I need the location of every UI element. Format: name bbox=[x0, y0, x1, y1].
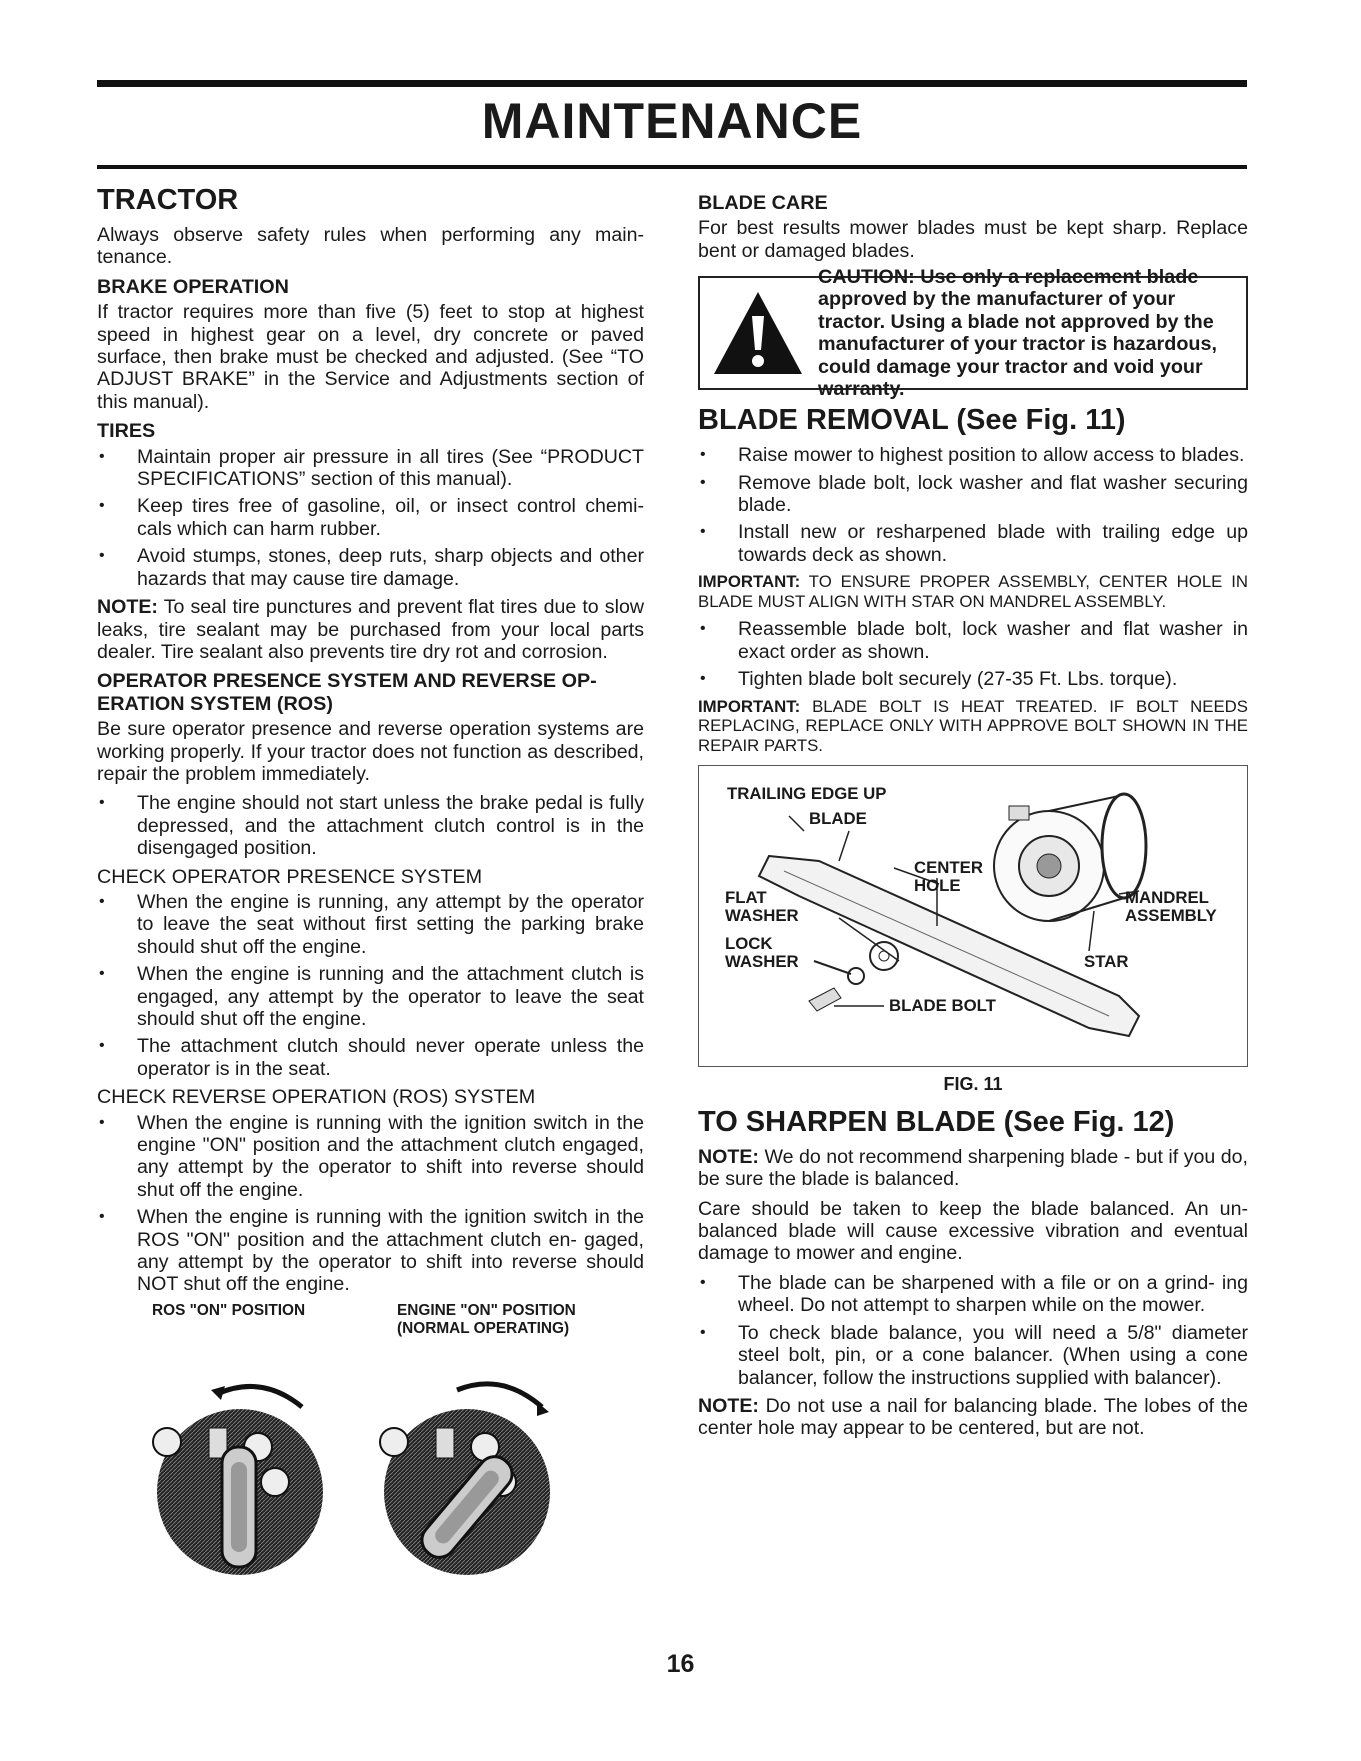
check-ros-heading: CHECK REVERSE OPERATION (ROS) SYSTEM bbox=[97, 1086, 536, 1109]
ignition-dials bbox=[97, 1352, 644, 1582]
mandrel-label-1: MANDREL bbox=[1125, 888, 1209, 908]
dial-labels bbox=[97, 1302, 644, 1352]
removal-list-2 bbox=[698, 618, 1248, 690]
important-note-2 bbox=[698, 697, 1248, 756]
blade-bolt-label: BLADE BOLT bbox=[889, 996, 996, 1016]
star-label: STAR bbox=[1084, 952, 1129, 972]
list-item: • To check blade balance, you will need a 5/8" diameter steel bolt, pin, or a cone balancer. (When using a cone balancer, follow the instructions supplied with balancer). bbox=[698, 1322, 1248, 1389]
page-number: 16 bbox=[666, 1650, 695, 1678]
note-label: NOTE: bbox=[698, 1145, 759, 1168]
list-item: • Reassemble blade bolt, lock washer and flat washer in exact order as shown. bbox=[698, 618, 1248, 663]
blade-care-heading: BLADE CARE bbox=[698, 192, 828, 214]
important-label: IMPORTANT: bbox=[698, 696, 801, 716]
important-text-1: TO ENSURE PROPER ASSEMBLY, CENTER HOLE IN BLADE MUST ALIGN WITH STAR ON MANDREL ASSEMBLY. bbox=[698, 572, 1248, 611]
list-item: • Install new or resharpened blade with trailing edge up towards deck as shown. bbox=[698, 521, 1248, 566]
engine-on-label: ENGINE "ON" POSITION bbox=[397, 1301, 576, 1319]
sharpen-note-text: We do not recommend sharpening blade - but if you do, be sure the blade is balanced. bbox=[698, 1145, 1248, 1191]
normal-operating-label: (NORMAL OPERATING) bbox=[397, 1319, 570, 1337]
figure-caption: FIG. 11 bbox=[943, 1074, 1003, 1095]
list-item: • Tighten blade bolt securely (27-35 Ft. Lbs. torque). bbox=[698, 668, 1248, 690]
warning-triangle-icon bbox=[712, 290, 804, 376]
check-ops-list bbox=[97, 891, 644, 1080]
header-rule-top bbox=[97, 80, 1247, 87]
list-item: • The blade can be sharpened with a file or on a grind- ing wheel. Do not attempt to sharpen while on the mower. bbox=[698, 1272, 1248, 1317]
mandrel-label-2: ASSEMBLY bbox=[1125, 906, 1217, 926]
important-text-2: BLADE BOLT IS HEAT TREATED. IF BOLT NEEDS REPLACING, REPLACE ONLY WITH APPROVE BOLT SHOWN IN THE REPAIR PARTS. bbox=[698, 696, 1248, 755]
tires-note bbox=[97, 596, 644, 663]
blade-care-text: For best results mower blades must be kept sharp. Replace bent or damaged blades. bbox=[698, 217, 1248, 262]
page-title: MAINTENANCE bbox=[481, 93, 863, 149]
removal-list bbox=[698, 444, 1248, 566]
important-label: IMPORTANT: bbox=[698, 572, 801, 592]
list-item: • The attachment clutch should never operate unless the operator is in the seat. bbox=[97, 1035, 644, 1080]
list-item: • When the engine is running and the attachment clutch is engaged, any attempt by the operator to leave the seat should shut off the engine. bbox=[97, 963, 644, 1030]
sharpen-note bbox=[698, 1146, 1248, 1191]
right-column bbox=[698, 180, 1248, 1447]
final-note bbox=[698, 1395, 1248, 1440]
note-label: NOTE: bbox=[97, 596, 158, 619]
flat-washer-label-2: WASHER bbox=[725, 906, 799, 926]
note-label: NOTE: bbox=[698, 1394, 759, 1417]
sharpen-list bbox=[698, 1272, 1248, 1389]
brake-heading: BRAKE OPERATION bbox=[97, 275, 289, 298]
list-item: • When the engine is running with the ignition switch in the engine "ON" position and the attachment clutch engaged, any attempt by the operator to shift into reverse should shut off the engine. bbox=[97, 1112, 644, 1202]
sharpen-text: Care should be taken to keep the blade balanced. An un- balanced blade will cause excessive vibration and eventual damage to mower and engine. bbox=[698, 1197, 1248, 1265]
lock-washer-label-1: LOCK bbox=[725, 934, 773, 954]
check-ops-heading: CHECK OPERATOR PRESENCE SYSTEM bbox=[97, 865, 483, 888]
list-item: • Keep tires free of gasoline, oil, or insect control chemi- cals which can harm rubber. bbox=[97, 495, 644, 540]
caution-box bbox=[698, 266, 1248, 401]
tires-note-text: To seal tire punctures and prevent flat tires due to slow leaks, tire sealant may be purchased from your local parts dealer. Tire sealant also prevents tire dry rot and corrosion. bbox=[97, 596, 644, 663]
caution-text: CAUTION: Use only a replacement blade approved by the manufacturer of your tractor. Using a blade not approved by the manufacturer of your tractor is hazardous, could damage your tractor and void your warranty. bbox=[818, 266, 1218, 401]
list-item: • Avoid stumps, stones, deep ruts, sharp objects and other hazards that may cause tire damage. bbox=[97, 545, 644, 590]
important-note-1 bbox=[698, 572, 1248, 611]
list-item: • Raise mower to highest position to allow access to blades. bbox=[698, 444, 1248, 466]
list-item: • The engine should not start unless the brake pedal is fully depressed, and the attachment clutch control is in the disengaged position. bbox=[97, 792, 644, 859]
left-column bbox=[97, 180, 644, 1582]
header-rule-bottom bbox=[97, 165, 1247, 169]
ros-dial bbox=[153, 1386, 323, 1575]
ops-list bbox=[97, 792, 644, 859]
flat-washer-label-1: FLAT bbox=[725, 888, 767, 908]
blade-label: BLADE bbox=[809, 809, 867, 829]
check-ros-list bbox=[97, 1112, 644, 1296]
ops-text: Be sure operator presence and reverse operation systems are working properly. If your tractor does not function as described, repair the problem immediately. bbox=[97, 718, 644, 785]
list-item: • Maintain proper air pressure in all tires (See “PRODUCT SPECIFICATIONS” section of this manual). bbox=[97, 446, 644, 491]
final-note-text: Do not use a nail for balancing blade. The lobes of the center hole may appear to be centered, but are not. bbox=[698, 1394, 1248, 1440]
brake-text: If tractor requires more than five (5) feet to stop at highest speed in highest gear on a level, dry concrete or paved surface, then brake must be checked and adjusted. (See “TO ADJUST BRAKE” in the Service and Adjustments section of this manual). bbox=[97, 301, 644, 413]
list-item: • Remove blade bolt, lock washer and flat washer securing blade. bbox=[698, 472, 1248, 517]
tractor-intro: Always observe safety rules when performing any main- tenance. bbox=[97, 224, 644, 269]
ros-on-label: ROS "ON" POSITION bbox=[152, 1301, 306, 1319]
center-hole-label-2: HOLE bbox=[914, 876, 961, 896]
list-item: • When the engine is running, any attempt by the operator to leave the seat without first setting the parking brake should shut off the engine. bbox=[97, 891, 644, 958]
ops-heading: OPERATOR PRESENCE SYSTEM AND REVERSE OP- ERATION SYSTEM (ROS) bbox=[97, 670, 597, 715]
tractor-heading: TRACTOR bbox=[97, 184, 239, 216]
figure-11 bbox=[698, 765, 1248, 1067]
blade-removal-heading: BLADE REMOVAL (See Fig. 11) bbox=[698, 404, 1126, 437]
trailing-edge-label: TRAILING EDGE UP bbox=[727, 784, 887, 804]
engine-dial bbox=[380, 1384, 550, 1575]
mandrel-assembly bbox=[994, 794, 1146, 921]
list-item: • When the engine is running with the ignition switch in the ROS "ON" position and the attachment clutch en- gaged, any attempt by the operator to shift into reverse should NOT shut off the engine. bbox=[97, 1206, 644, 1296]
center-hole-label-1: CENTER bbox=[914, 858, 983, 878]
sharpen-heading: TO SHARPEN BLADE (See Fig. 12) bbox=[698, 1105, 1175, 1138]
tires-heading: TIRES bbox=[97, 420, 156, 443]
lock-washer-label-2: WASHER bbox=[725, 952, 799, 972]
ignition-switch-illustration bbox=[97, 1352, 644, 1582]
tires-list bbox=[97, 446, 644, 590]
